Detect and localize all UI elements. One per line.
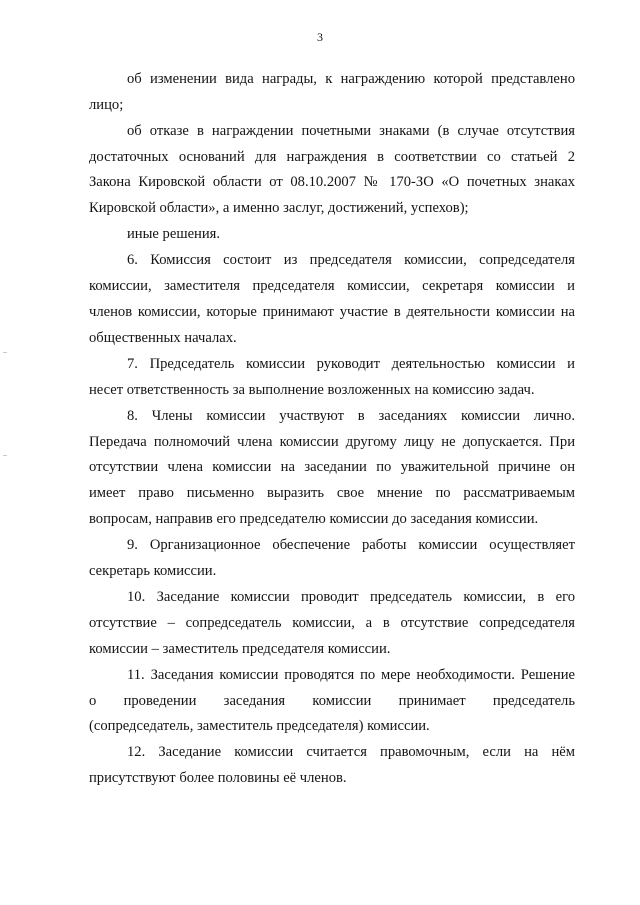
text-line: 10. Заседание комиссии проводит председатель комиссии, в его: [127, 589, 575, 606]
text-line: (сопредседатель, заместитель председателя) комиссии.: [89, 718, 430, 735]
page-number: 3: [317, 30, 323, 44]
scan-margin-mark: [3, 455, 7, 456]
text-line: секретарь комиссии.: [89, 562, 217, 579]
text-line: 11. Заседания комиссии проводятся по мере необходимости. Решение: [127, 666, 575, 683]
paragraph-item-7: [89, 352, 575, 404]
text-line: имеет право письменно выразить свое мнение по рассматриваемым: [89, 485, 575, 502]
paragraph-item-6: [89, 248, 575, 351]
paragraph-item-8: [89, 404, 575, 533]
text-line: членов комиссии, которые принимают участие в деятельности комиссии на: [89, 304, 575, 321]
paragraph-item-11: [89, 663, 575, 740]
text-line: комиссии – заместитель председателя комиссии.: [89, 640, 391, 657]
paragraph-item-12: [89, 740, 575, 792]
paragraph-award-type-change: [89, 67, 575, 119]
document-body: [89, 67, 575, 792]
text-line: несет ответственность за выполнение возложенных на комиссию задач.: [89, 381, 535, 398]
text-line: Закона Кировской области от 08.10.2007 № 170-ЗО «О почетных знаках: [89, 174, 575, 191]
text-line: о проведении заседания комиссии принимает председатель: [89, 692, 575, 709]
text-line: общественных началах.: [89, 329, 237, 346]
paragraph-item-10: [89, 585, 575, 662]
paragraph-other-decisions: [89, 222, 575, 248]
text-line: Кировской области», а именно заслуг, достижений, успехов);: [89, 200, 469, 217]
text-line: 6. Комиссия состоит из председателя комиссии, сопредседателя: [127, 252, 575, 269]
text-line: 7. Председатель комиссии руководит деятельностью комиссии и: [127, 355, 575, 372]
paragraph-award-refusal: [89, 119, 575, 222]
text-line: присутствуют более половины её членов.: [89, 770, 347, 787]
text-line: достаточных оснований для награждения в соответствии со статьей 2: [89, 148, 575, 165]
text-line: 9. Организационное обеспечение работы комиссии осуществляет: [127, 537, 575, 554]
text-line: лицо;: [89, 96, 124, 113]
text-line: 8. Члены комиссии участвуют в заседаниях комиссии лично.: [127, 407, 575, 424]
text-line: иные решения.: [127, 226, 221, 243]
text-line: отсутствие – сопредседатель комиссии, а в отсутствие сопредседателя: [89, 614, 575, 631]
text-line: 12. Заседание комиссии считается правомочным, если на нём: [127, 744, 575, 761]
text-line: Передача полномочий члена комиссии другому лицу не допускается. При: [89, 433, 575, 450]
paragraph-item-9: [89, 533, 575, 585]
text-line: комиссии, заместителя председателя комиссии, секретаря комиссии и: [89, 278, 575, 295]
text-line: отсутствии члена комиссии на заседании по уважительной причине он: [89, 459, 575, 476]
text-line: об изменении вида награды, к награждению которой представлено: [127, 71, 575, 87]
text-line: вопросам, направив его председателю комиссии до заседания комиссии.: [89, 511, 539, 528]
scan-margin-mark: [3, 352, 7, 353]
text-line: об отказе в награждении почетными знаками (в случае отсутствия: [127, 122, 575, 139]
